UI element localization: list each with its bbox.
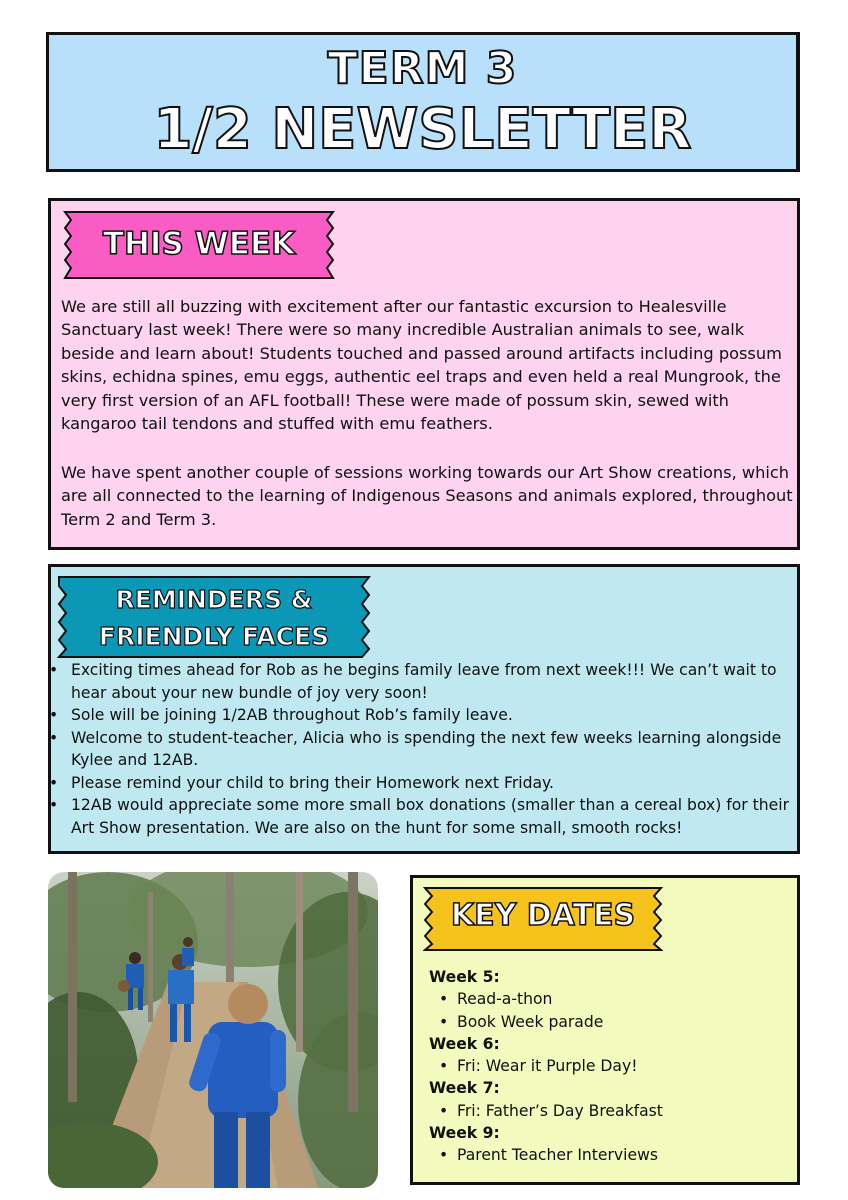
list-item: • Sole will be joining 1/2AB throughout Rob’s family leave.	[51, 704, 796, 727]
list-item: • Fri: Wear it Purple Day!	[429, 1055, 663, 1077]
list-item: • Book Week parade	[429, 1011, 663, 1033]
key-dates-heading: KEY DATES	[450, 898, 636, 933]
this-week-heading: THIS WEEK	[102, 226, 296, 262]
list-item: • 12AB would appreciate some more small box donations (smaller than a cereal box) for their Art Show presentation. We are also on the hunt for some small, smooth rocks!	[51, 794, 796, 839]
list-item: • Exciting times ahead for Rob as he begins family leave from next week!!! We can’t wait to hear about your new bundle of joy very soon!	[51, 659, 796, 704]
newsletter-title: 1/2 NEWSLETTER	[153, 97, 692, 162]
term-heading: TERM 3	[327, 43, 518, 94]
list-item: • Parent Teacher Interviews	[429, 1144, 663, 1166]
week-label: Week 7:	[429, 1079, 500, 1098]
this-week-section	[48, 198, 800, 550]
list-item: • Welcome to student-teacher, Alicia who is spending the next few weeks learning alongside Kylee and 12AB.	[51, 727, 796, 772]
students-on-bush-path-image	[48, 872, 378, 1188]
excursion-photo	[48, 872, 378, 1188]
reminders-section	[48, 564, 800, 854]
key-dates-list	[429, 966, 663, 1167]
this-week-paragraph-2: We have spent another couple of sessions working towards our Art Show creations, which are all connected to the learning of Indigenous Seasons and animals explored, throughout Term 2 and Term 3.	[61, 463, 793, 529]
this-week-banner	[63, 210, 335, 280]
newsletter-header	[46, 32, 800, 172]
this-week-paragraph-1: We are still all buzzing with excitement after our fantastic excursion to Healesville Sanctuary last week! There were so many incredible Australian animals to see, walk beside and learn about! Students touched and passed around artifacts including possum skins, echidna spines, emu eggs, authentic eel traps and even held a real Mungrook, the very first version of an AFL football! These were made of possum skin, sewed with kangaroo tail tendons and stuffed with emu feathers.	[61, 297, 782, 434]
reminders-banner	[57, 575, 371, 659]
list-item: • Read-a-thon	[429, 988, 663, 1010]
reminders-heading-line-1: REMINDERS &	[115, 585, 313, 614]
week-label: Week 6:	[429, 1034, 500, 1053]
list-item: • Fri: Father’s Day Breakfast	[429, 1100, 663, 1122]
key-dates-section	[410, 875, 800, 1185]
reminders-heading	[57, 581, 371, 655]
week-label: Week 5:	[429, 968, 500, 986]
key-dates-banner	[423, 886, 663, 952]
week-label: Week 9:	[429, 1124, 500, 1143]
list-item: • Please remind your child to bring their Homework next Friday.	[51, 772, 796, 795]
reminders-list	[51, 659, 796, 839]
reminders-heading-line-2: FRIENDLY FACES	[98, 622, 330, 651]
